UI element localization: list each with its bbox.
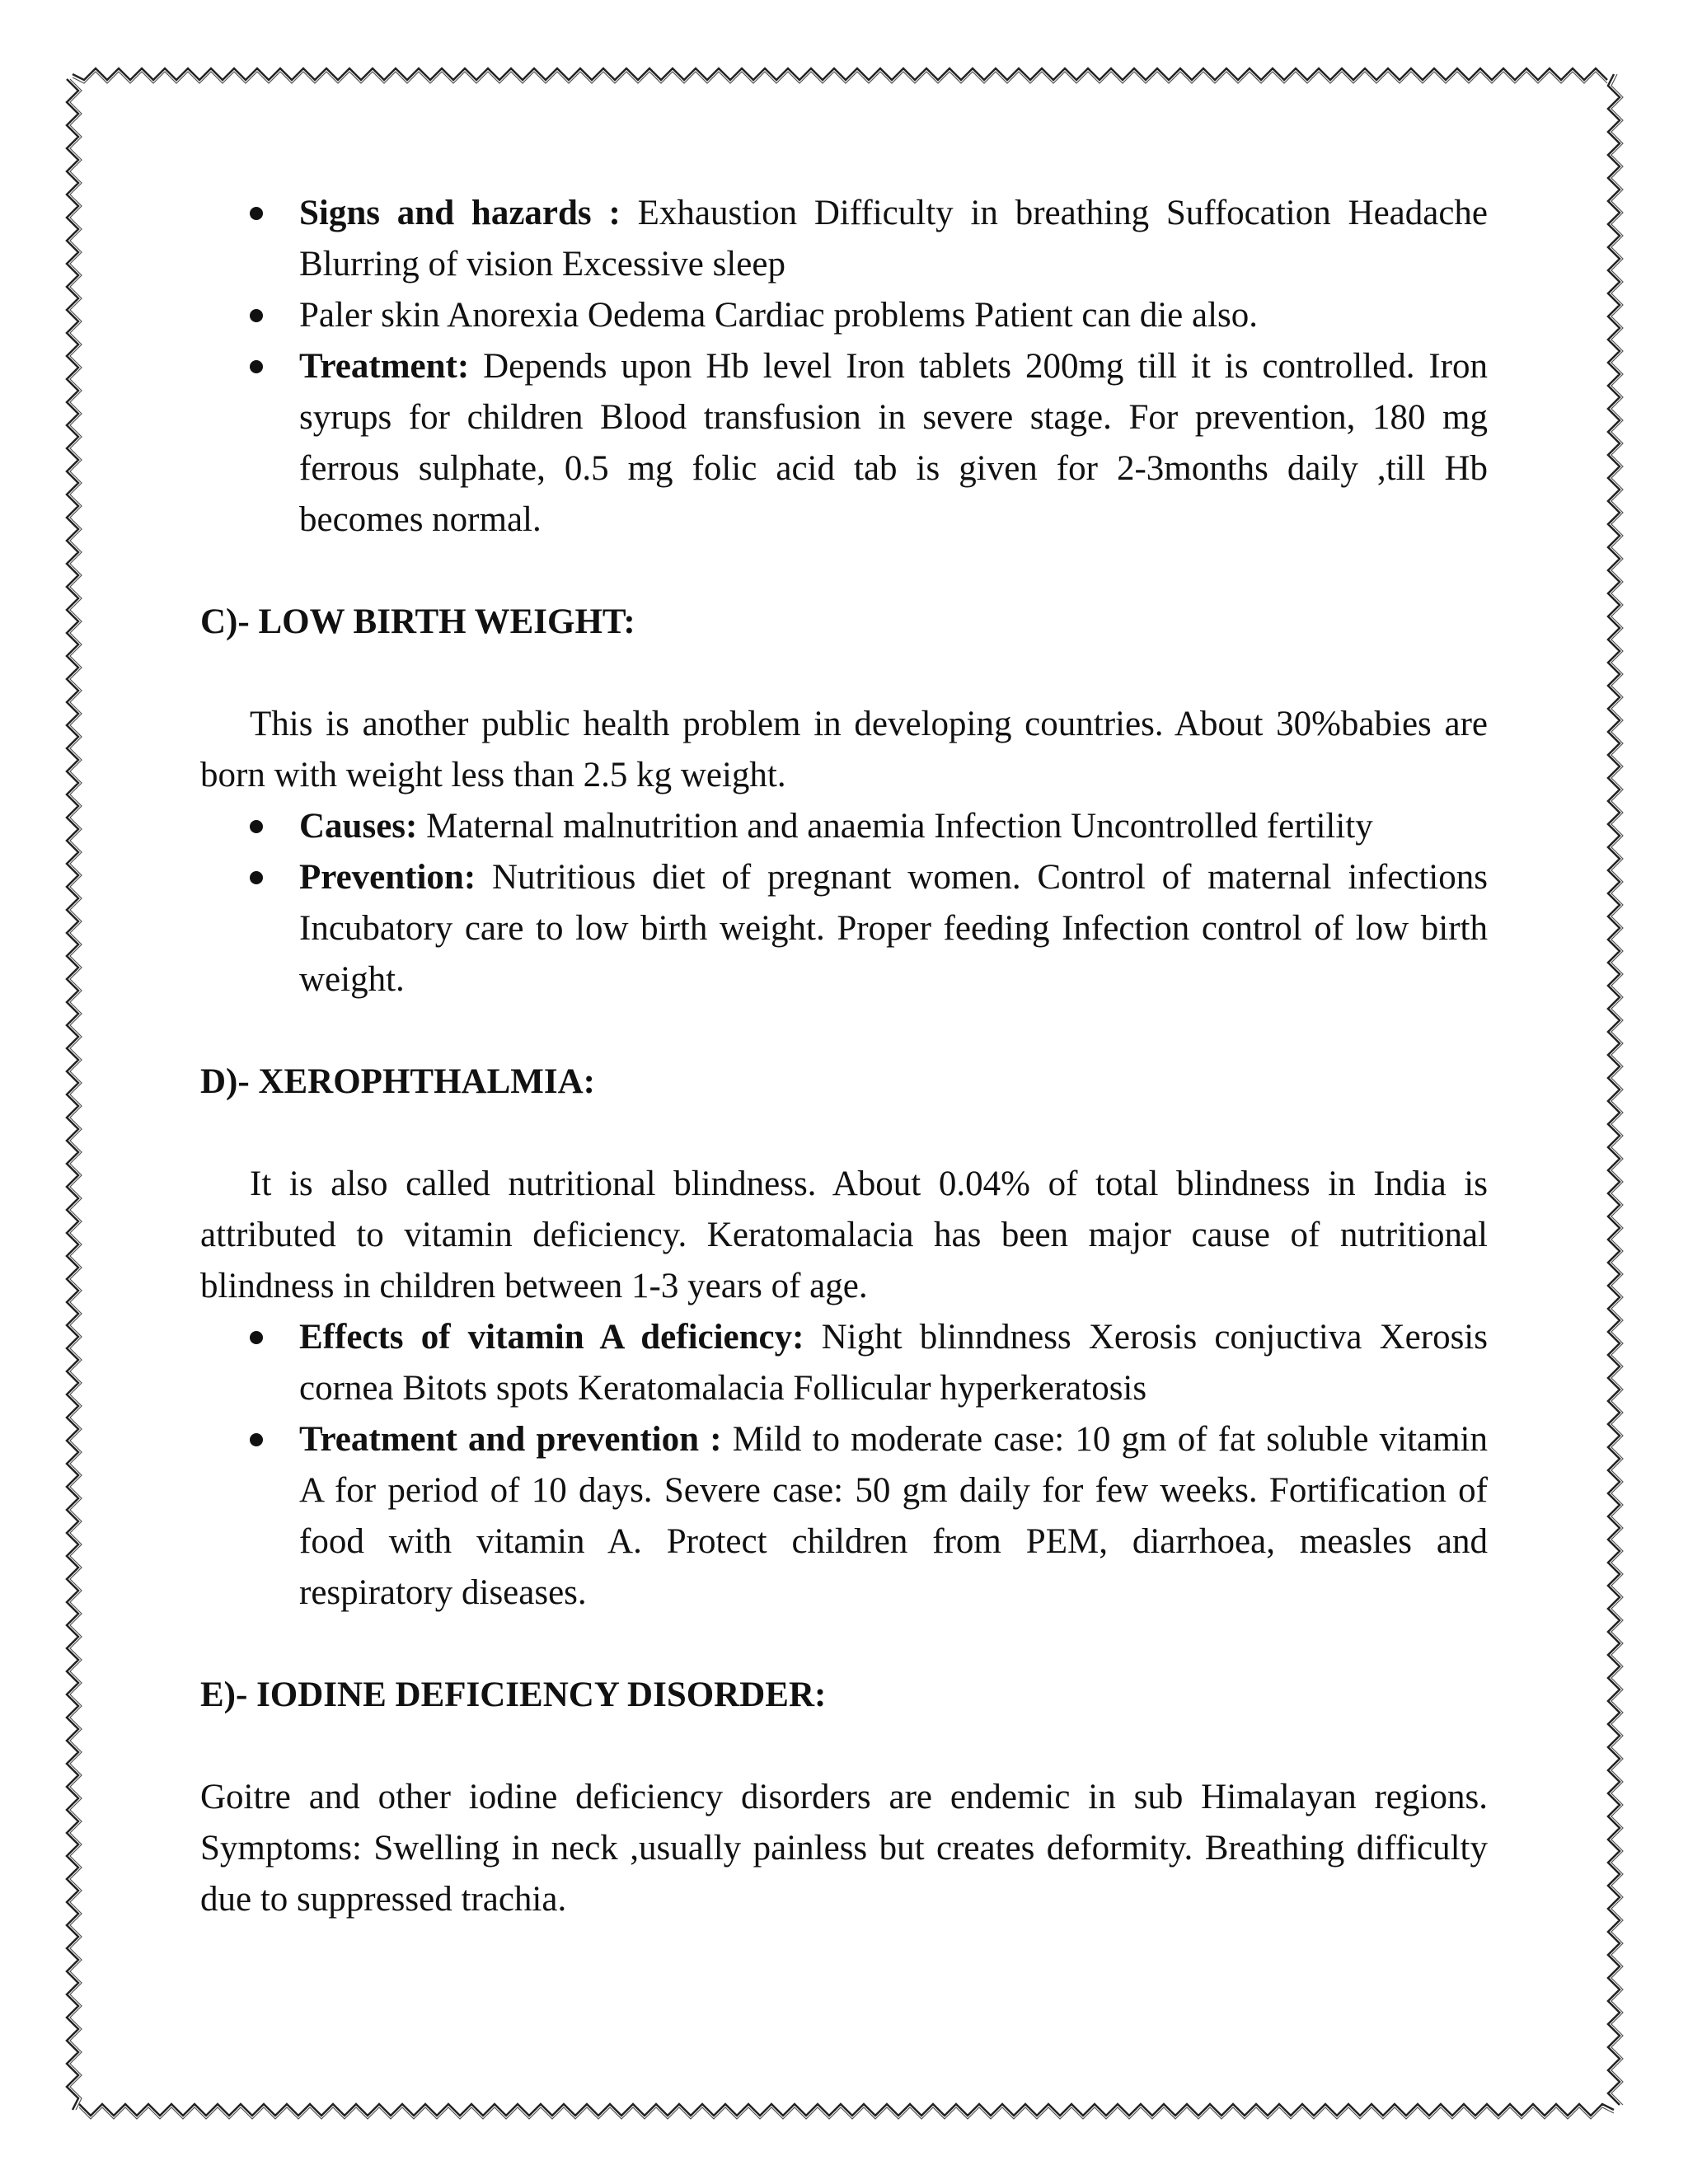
- item-text: Paler skin Anorexia Oedema Cardiac problems Patient can die also.: [299, 296, 1259, 335]
- low-birth-weight-list: [200, 801, 1488, 1005]
- item-text: Depends upon Hb level Iron tablets 200mg till it is controlled. Iron syrups for children Blood transfusion in severe stage. For prevention, 180 mg ferrous sulphate, 0.5 mg folic acid tab is given for 2-3months daily ,till Hb becomes normal.: [299, 347, 1488, 539]
- section-paragraph: This is another public health problem in developing countries. About 30%babies are born with weight less than 2.5 kg weight.: [200, 705, 1488, 794]
- list-item: [200, 341, 1488, 546]
- bullet-icon: [250, 1433, 263, 1446]
- list-item: [200, 1414, 1488, 1619]
- item-text: Exhaustion Difficulty in breathing Suffocation Headache Blurring of vision Excessive sleep: [299, 194, 1488, 284]
- item-label: Treatment:: [299, 347, 470, 386]
- list-item: [200, 852, 1488, 1005]
- item-text: Nutritious diet of pregnant women. Control of maternal infections Incubatory care to low birth weight. Proper feeding Infection control of low birth weight.: [299, 858, 1488, 999]
- item-label: Effects of vitamin A deficiency:: [299, 1318, 804, 1357]
- section-heading-iodine-deficiency: E)- IODINE DEFICIENCY DISORDER:: [200, 1675, 827, 1714]
- bullet-icon: [250, 207, 263, 220]
- item-text: Mild to moderate case: 10 gm of fat soluble vitamin A for period of 10 days. Severe case: 50 gm daily for few weeks. Fortification of food with vitamin A. Protect children from PEM, diarrhoea, measles and respiratory diseases.: [299, 1420, 1489, 1612]
- intro-bullet-list: [200, 188, 1488, 546]
- border-edge-shadow: [1611, 74, 1623, 2105]
- section-heading-low-birth-weight: C)- LOW BIRTH WEIGHT:: [200, 602, 635, 641]
- border-edge: [73, 68, 1607, 80]
- bullet-icon: [250, 1331, 263, 1344]
- bullet-icon: [250, 309, 263, 322]
- section-heading-xerophthalmia: D)- XEROPHTHALMIA:: [200, 1062, 595, 1101]
- list-item: [200, 1312, 1488, 1414]
- list-item: [200, 290, 1488, 341]
- item-label: Treatment and prevention :: [299, 1420, 722, 1459]
- border-edge: [67, 79, 78, 2110]
- section-paragraph: It is also called nutritional blindness. About 0.04% of total blindness in India is attributed to vitamin deficiency. Keratomalacia has been major cause of nutritional blindness in children between 1-3 years of age.: [200, 1165, 1488, 1305]
- item-label: Causes:: [299, 807, 418, 846]
- bullet-icon: [250, 820, 263, 833]
- item-text: Maternal malnutrition and anaemia Infection Uncontrolled fertility: [417, 807, 1373, 846]
- page-content: [200, 188, 1488, 1925]
- section-paragraph: Goitre and other iodine deficiency disorders are endemic in sub Himalayan regions. Symptoms: Swelling in neck ,usually painless but creates deformity. Breathing difficulty due to suppressed trachia.: [200, 1778, 1488, 1919]
- item-label: Prevention:: [299, 858, 476, 897]
- list-item: [200, 188, 1488, 290]
- bullet-icon: [250, 360, 263, 373]
- item-label: Signs and hazards :: [299, 194, 621, 232]
- xerophthalmia-list: [200, 1312, 1488, 1619]
- item-text: Night blinndness Xerosis conjuctiva Xerosis cornea Bitots spots Keratomalacia Follicular hyperkeratosis: [299, 1318, 1488, 1408]
- list-item: [200, 801, 1488, 852]
- bullet-icon: [250, 871, 263, 884]
- border-edge: [79, 2104, 1614, 2116]
